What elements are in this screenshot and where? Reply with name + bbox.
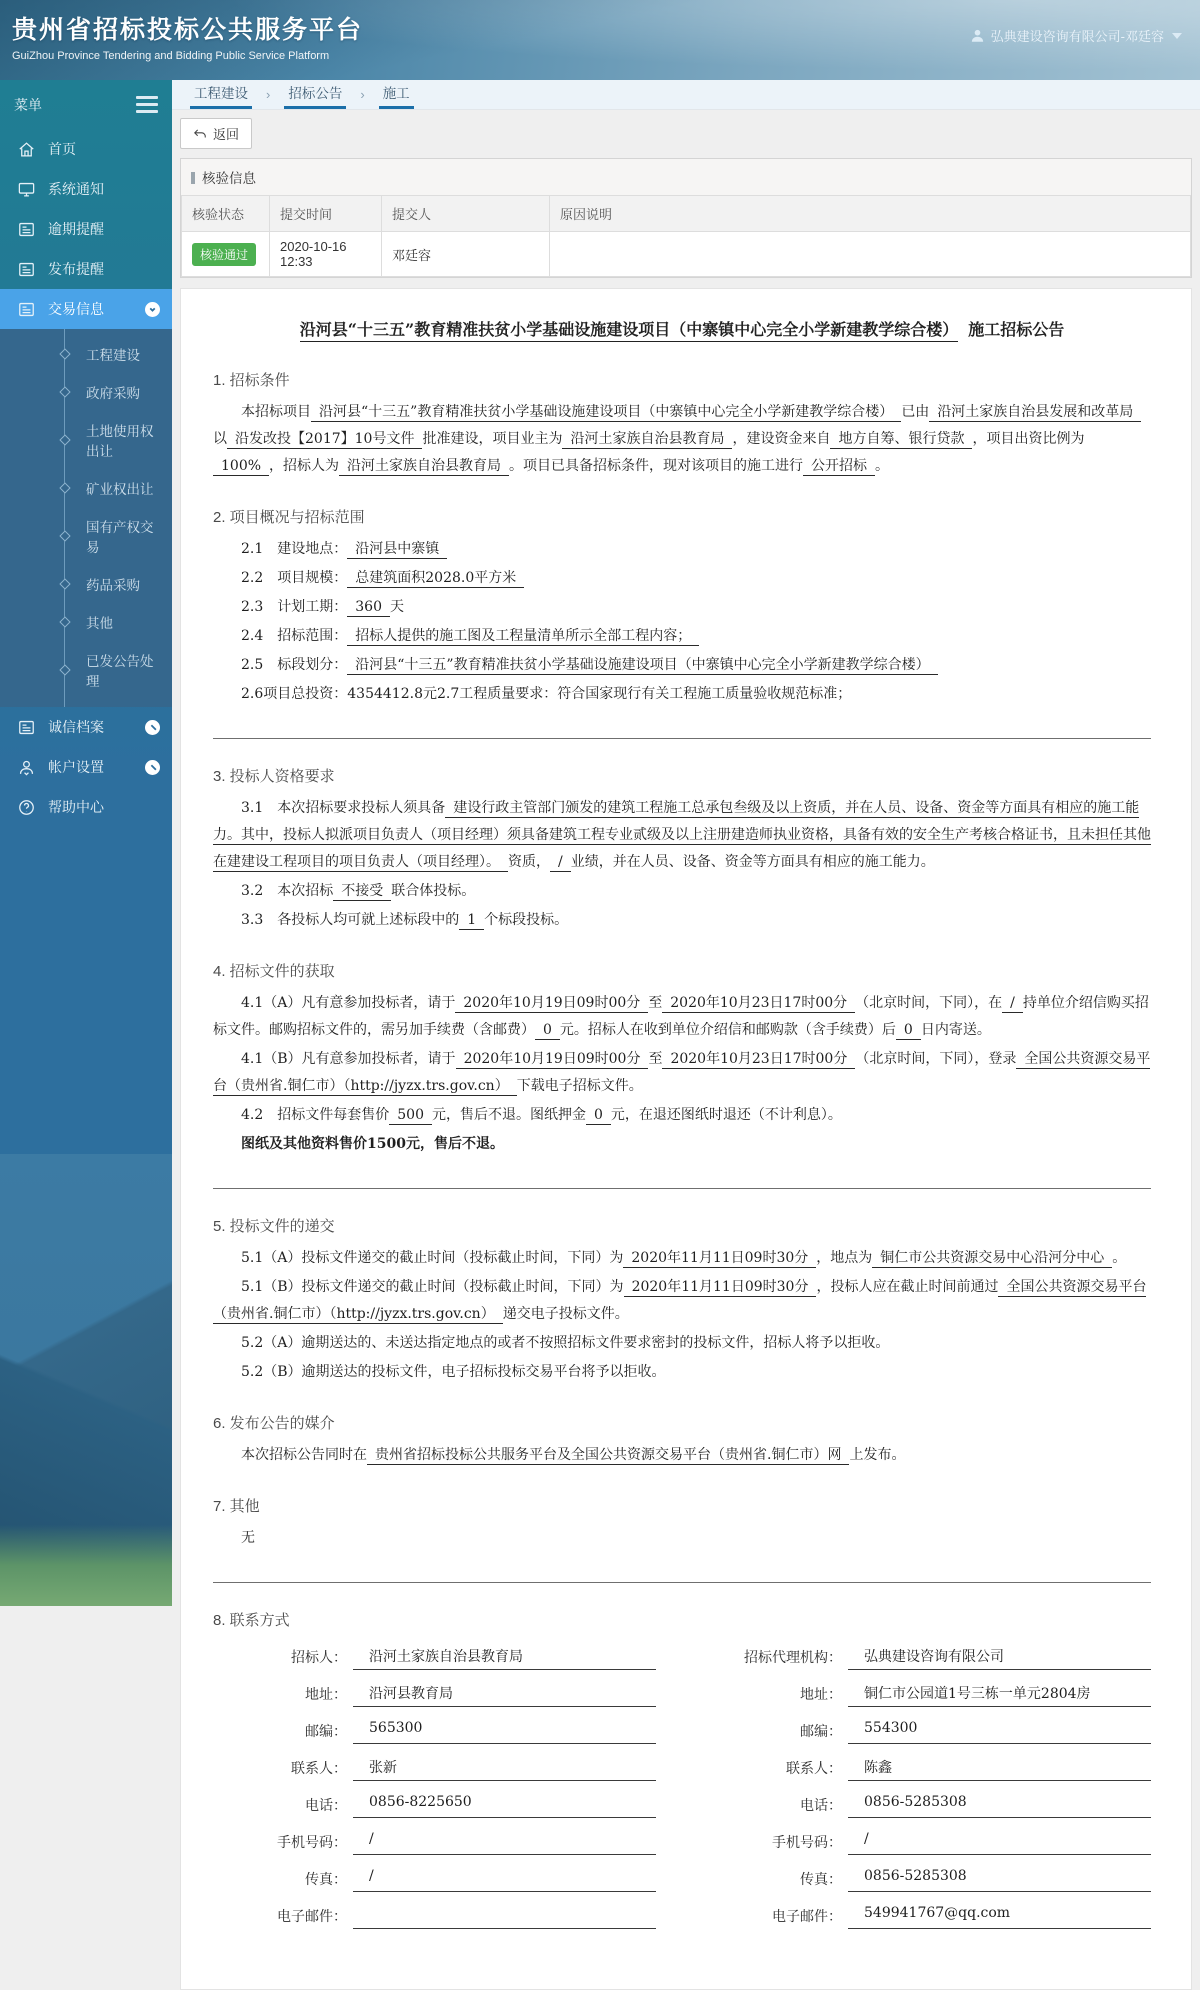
doc-text: ，地点为 — [816, 1250, 873, 1266]
home-icon — [16, 139, 36, 159]
filled-blank: / — [550, 854, 571, 872]
sidebar-bottom-items — [0, 707, 172, 827]
sidebar-subitem-6[interactable]: 其他 — [0, 603, 172, 641]
filled-blank: 贵州省招标投标公共服务平台及全国公共资源交易平台（贵州省.铜仁市）网 — [367, 1447, 849, 1465]
sidebar-item-label: 发布提醒 — [48, 261, 104, 277]
contact-field-tenderer — [213, 1868, 656, 1892]
sidebar-subitem-5[interactable]: 药品采购 — [0, 565, 172, 603]
doc-text: ，项目出资比例为 — [972, 431, 1085, 447]
filled-blank: 0 — [535, 1022, 560, 1040]
doc-paragraph — [213, 652, 1151, 679]
back-icon — [193, 127, 207, 141]
doc-body — [213, 369, 1151, 1929]
doc-icon — [16, 259, 36, 279]
sidebar-item-bottom-2[interactable] — [0, 787, 172, 827]
doc-text: 业绩，并在人员、设备、资金等方面具有相应的施工能力。 — [570, 854, 935, 870]
sidebar-item-label: 系统通知 — [48, 181, 104, 197]
doc-section-heading: 4. 招标文件的获取 — [213, 963, 335, 980]
contact-value: / — [353, 1831, 656, 1855]
doc-text: 2.5 标段划分： — [241, 657, 348, 673]
main-content — [172, 80, 1200, 1925]
doc-text: 本次招标公告同时在 — [241, 1447, 367, 1463]
breadcrumb-item-project[interactable]: 工程建设 — [190, 77, 252, 109]
contact-value: 弘典建设咨询有限公司 — [848, 1646, 1151, 1670]
sidebar-menu-label: 菜单 — [14, 96, 42, 113]
verify-col-time: 提交时间 — [270, 196, 382, 232]
doc-text: 。 — [1112, 1250, 1127, 1266]
doc-text: 2.4 招标范围： — [241, 628, 348, 644]
contact-label: 电子邮件： — [277, 1909, 347, 1925]
doc-text: 4.1（A）凡有意参加投标者，请于 — [241, 995, 456, 1011]
verify-panel-title: 核验信息 — [202, 171, 256, 186]
doc-section-heading: 6. 发布公告的媒介 — [213, 1415, 335, 1432]
doc-text: 至 — [648, 995, 663, 1011]
sidebar-item-top-4[interactable] — [0, 289, 172, 329]
sidebar-subitem-7[interactable]: 已发公告处理 — [0, 641, 172, 699]
doc-paragraph — [213, 681, 1151, 708]
sidebar-subitem-1[interactable]: 政府采购 — [0, 373, 172, 411]
contact-label: 地址： — [305, 1687, 347, 1703]
doc-text: 批准建设，项目业主为 — [422, 431, 563, 447]
contact-field-agency — [708, 1905, 1151, 1929]
contact-field-tenderer — [213, 1757, 656, 1781]
contact-label: 联系人： — [291, 1761, 347, 1777]
doc-text: 个标段投标。 — [484, 912, 569, 928]
contact-label: 手机号码： — [277, 1835, 347, 1851]
sidebar-item-top-1[interactable] — [0, 169, 172, 209]
contact-label: 电话： — [800, 1798, 842, 1814]
doc-text: 2.2 项目规模： — [241, 570, 348, 586]
verify-panel — [180, 158, 1192, 278]
filled-blank: 500 — [389, 1107, 432, 1125]
back-button[interactable] — [180, 118, 252, 149]
doc-paragraph — [213, 1102, 1151, 1129]
doc-section-heading: 8. 联系方式 — [213, 1612, 290, 1629]
contact-value: 铜仁市公园道1号三栋一单元2804房 — [848, 1683, 1151, 1707]
sidebar-item-label: 诚信档案 — [48, 719, 104, 735]
contact-field-agency — [708, 1757, 1151, 1781]
doc-text: 。 — [875, 458, 890, 474]
section-divider — [213, 1188, 1151, 1189]
filled-blank: 100% — [213, 458, 269, 476]
section-divider — [213, 1582, 1151, 1583]
filled-blank: 2020年10月19日09时00分 — [456, 1051, 649, 1069]
contact-label: 邮编： — [305, 1724, 347, 1740]
doc-text: 2.6项目总投资：4354412.8元2.7工程质量要求：符合国家现行有关工程施工质量验收规范标准； — [241, 686, 852, 702]
contact-value: / — [353, 1868, 656, 1892]
filled-blank: 公开招标 — [803, 458, 875, 476]
app-title: 贵州省招标投标公共服务平台 — [12, 16, 364, 44]
contact-label: 招标代理机构： — [744, 1650, 842, 1666]
doc-text: 3.1 本次招标要求投标人须具备 — [241, 800, 446, 816]
contact-label: 手机号码： — [772, 1835, 842, 1851]
breadcrumb — [172, 80, 1200, 110]
doc-icon — [16, 299, 36, 319]
doc-text: 已由 — [901, 404, 930, 420]
filled-blank: 2020年10月23日17时00分 — [662, 1051, 855, 1069]
sidebar-item-label: 交易信息 — [48, 301, 104, 317]
filled-blank: 全国公共资源交易平台（贵州省.铜仁市）（http://jyzx.trs.gov.cn） — [213, 1051, 1151, 1094]
sidebar-item-label: 逾期提醒 — [48, 221, 104, 237]
contact-value — [353, 1905, 656, 1929]
doc-text: 5.2（B）逾期送达的投标文件，电子招标投标交易平台将予以拒收。 — [241, 1364, 666, 1380]
doc-paragraph — [213, 623, 1151, 650]
contact-field-tenderer — [213, 1831, 656, 1855]
contact-value: 张新 — [353, 1757, 656, 1781]
doc-text: 至 — [648, 1051, 663, 1067]
toolbar — [172, 110, 1200, 158]
doc-paragraph — [213, 536, 1151, 563]
sidebar-subitem-4[interactable]: 国有产权交易 — [0, 507, 172, 565]
verify-col-person: 提交人 — [382, 196, 550, 232]
sidebar-background-image — [0, 1154, 172, 1606]
sidebar-item-label: 帐户设置 — [48, 759, 104, 775]
filled-blank: 总建筑面积2028.0平方米 — [347, 570, 524, 588]
doc-text: 2.1 建设地点： — [241, 541, 348, 557]
contact-field-agency — [708, 1794, 1151, 1818]
doc-section-heading: 2. 项目概况与招标范围 — [213, 509, 365, 526]
user-menu[interactable] — [970, 26, 1182, 45]
doc-text: 联合体投标。 — [391, 883, 476, 899]
contact-label: 电子邮件： — [772, 1909, 842, 1925]
doc-paragraph — [213, 1442, 1151, 1469]
sidebar-item-top-0[interactable] — [0, 129, 172, 169]
verify-panel-header — [181, 159, 1191, 195]
filled-blank: 沿河县中寨镇 — [347, 541, 447, 559]
sidebar-item-label: 首页 — [48, 141, 76, 157]
contact-value: 554300 — [848, 1720, 1151, 1744]
filled-blank: 0 — [896, 1022, 921, 1040]
question-icon — [16, 797, 36, 817]
contact-value: 陈鑫 — [848, 1757, 1151, 1781]
chevron-right-circle-icon — [145, 720, 160, 735]
contact-field-agency — [708, 1683, 1151, 1707]
sidebar-item-top-3[interactable] — [0, 249, 172, 289]
doc-paragraph — [213, 907, 1151, 934]
user-name: 弘典建设咨询有限公司-邓廷容 — [990, 29, 1164, 44]
contact-value: / — [848, 1831, 1151, 1855]
doc-text: 3.2 本次招标 — [241, 883, 334, 899]
doc-text: 。项目已具备招标条件，现对该项目的施工进行 — [509, 458, 804, 474]
sidebar-item-label: 帮助中心 — [48, 799, 104, 815]
doc-text: 4.1（B）凡有意参加投标者，请于 — [241, 1051, 456, 1067]
contact-field-tenderer — [213, 1720, 656, 1744]
document-title-suffix: 施工招标公告 — [968, 320, 1065, 339]
breadcrumb-item-construction[interactable]: 施工 — [379, 77, 414, 109]
doc-paragraph — [213, 1274, 1151, 1328]
doc-paragraph — [213, 990, 1151, 1044]
contact-value: 0856-5285308 — [848, 1868, 1151, 1892]
filled-blank: 建设行政主管部门颁发的建筑工程施工总承包叁级及以上资质，并在人员、设备、资金等方面具有相应的施工能力。其中，投标人拟派项目负责人（项目经理）须具备建筑工程专业贰级及以上注册建造师执业资格，具备有效的安全生产考核合格证书，且未担任其他在建建设工程项目的项目负责人（项目经理）。 — [213, 800, 1151, 870]
doc-text: 元，售后不退。图纸押金 — [432, 1107, 586, 1123]
doc-text: 天 — [390, 599, 404, 615]
sidebar-subitem-3[interactable]: 矿业权出让 — [0, 469, 172, 507]
filled-blank: 沿河县“十三五”教育精准扶贫小学基础设施建设项目（中寨镇中心完全小学新建教学综合楼） — [347, 657, 937, 675]
section-divider — [213, 738, 1151, 739]
doc-text: 本招标项目 — [241, 404, 311, 420]
breadcrumb-item-announcement[interactable]: 招标公告 — [284, 77, 346, 109]
doc-text: 4.2 招标文件每套售价 — [241, 1107, 390, 1123]
doc-text: 资质， — [508, 854, 550, 870]
doc-text: 5.2（A）逾期送达的、未送达指定地点的或者不按照招标文件要求密封的投标文件，招标人将予以拒收。 — [241, 1335, 890, 1351]
contact-field-tenderer — [213, 1646, 656, 1670]
doc-section-heading: 3. 投标人资格要求 — [213, 768, 335, 785]
doc-paragraph — [213, 399, 1151, 480]
document-title-project: 沿河县“十三五”教育精准扶贫小学基础设施建设项目（中寨镇中心完全小学新建教学综合楼） — [300, 320, 958, 342]
doc-text: 元。招标人在收到单位介绍信和邮购款（含手续费）后 — [559, 1022, 896, 1038]
contact-value: 0856-5285308 — [848, 1794, 1151, 1818]
doc-icon — [16, 717, 36, 737]
filled-blank: 沿河县“十三五”教育精准扶贫小学基础设施建设项目（中寨镇中心完全小学新建教学综合楼） — [311, 404, 901, 422]
contact-grid — [213, 1646, 1151, 1929]
doc-paragraph — [213, 1245, 1151, 1272]
app-header — [0, 0, 1200, 80]
filled-blank: 1 — [459, 912, 484, 930]
doc-paragraph — [213, 594, 1151, 621]
filled-blank: 全国公共资源交易平台（贵州省.铜仁市）（http://jyzx.trs.gov.cn） — [213, 1279, 1147, 1322]
verify-time-cell: 2020-10-16 12:33 — [270, 232, 382, 277]
doc-paragraph — [213, 1359, 1151, 1386]
doc-icon — [16, 219, 36, 239]
contact-value: 沿河县教育局 — [353, 1683, 656, 1707]
doc-paragraph — [213, 1330, 1151, 1357]
sidebar-subitem-0[interactable]: 工程建设 — [0, 335, 172, 373]
doc-paragraph — [213, 795, 1151, 876]
filled-blank: 沿发改投【2017】10号文件 — [227, 431, 422, 449]
filled-blank: / — [1002, 995, 1023, 1013]
contact-value: 0856-8225650 — [353, 1794, 656, 1818]
contact-field-agency — [708, 1868, 1151, 1892]
chevron-down-circle-icon — [145, 302, 160, 317]
doc-text: 下载电子招标文件。 — [516, 1078, 643, 1094]
person-icon — [16, 757, 36, 777]
contact-label: 招标人： — [291, 1650, 347, 1666]
doc-text: 5.1（A）投标文件递交的截止时间（投标截止时间，下同）为 — [241, 1250, 624, 1266]
doc-text: ，招标人为 — [269, 458, 340, 474]
verify-col-status: 核验状态 — [182, 196, 270, 232]
contact-value: 沿河土家族自治县教育局 — [353, 1646, 656, 1670]
back-button-label: 返回 — [213, 127, 240, 142]
status-badge: 核验通过 — [192, 243, 256, 266]
contact-field-agency — [708, 1720, 1151, 1744]
filled-blank: 铜仁市公共资源交易中心沿河分中心 — [872, 1250, 1112, 1268]
contact-label: 地址： — [800, 1687, 842, 1703]
doc-text: ，建设资金来自 — [732, 431, 831, 447]
chevron-down-icon — [1172, 33, 1182, 39]
monitor-icon — [16, 179, 36, 199]
contact-label: 联系人： — [786, 1761, 842, 1777]
doc-paragraph — [213, 1525, 1151, 1552]
doc-text: 持单位介绍信购买招标文件。邮购招标文件的，需另加手续费（含邮费） — [213, 995, 1149, 1038]
doc-paragraph — [213, 878, 1151, 905]
chevron-right-circle-icon — [145, 760, 160, 775]
filled-blank: 0 — [586, 1107, 611, 1125]
announcement-document — [180, 288, 1192, 1990]
filled-blank: 招标人提供的施工图及工程量清单所示全部工程内容； — [347, 628, 699, 646]
filled-blank: 沿河土家族自治县教育局 — [562, 431, 732, 449]
doc-text: 无 — [241, 1530, 255, 1546]
contact-value: 565300 — [353, 1720, 656, 1744]
contact-field-agency — [708, 1831, 1151, 1855]
filled-blank: 2020年10月23日17时00分 — [662, 995, 855, 1013]
doc-paragraph — [213, 565, 1151, 592]
filled-blank: 2020年11月11日09时30分 — [623, 1250, 816, 1268]
doc-text: 2.3 计划工期： — [241, 599, 348, 615]
doc-text: 3.3 各投标人均可就上述标段中的 — [241, 912, 460, 928]
hamburger-icon[interactable] — [136, 92, 158, 117]
breadcrumb-separator — [266, 87, 270, 109]
breadcrumb-separator — [360, 87, 364, 109]
contact-field-tenderer — [213, 1905, 656, 1929]
filled-blank: 地方自筹、银行贷款 — [830, 431, 972, 449]
sidebar-top-items — [0, 129, 172, 329]
sidebar-submenu — [0, 329, 172, 707]
doc-section-heading: 7. 其他 — [213, 1498, 260, 1515]
filled-blank: 不接受 — [333, 883, 391, 901]
contact-field-tenderer — [213, 1683, 656, 1707]
sidebar-item-top-2[interactable] — [0, 209, 172, 249]
doc-text: 递交电子投标文件。 — [502, 1306, 629, 1322]
doc-text: 图纸及其他资料售价1500元，售后不退。 — [241, 1136, 504, 1152]
doc-text: （北京时间，下同），登录 — [855, 1051, 1017, 1067]
sidebar-subitem-2[interactable]: 土地使用权出让 — [0, 411, 172, 469]
app-logo — [12, 10, 363, 62]
filled-blank: 2020年11月11日09时30分 — [624, 1279, 817, 1297]
contact-field-agency — [708, 1646, 1151, 1670]
verify-table — [181, 195, 1191, 277]
contact-label: 电话： — [305, 1798, 347, 1814]
verify-col-reason: 原因说明 — [550, 196, 1191, 232]
user-icon — [970, 28, 985, 43]
doc-text: 日内寄送。 — [920, 1022, 991, 1038]
table-row — [182, 232, 1191, 277]
filled-blank: 2020年10月19日09时00分 — [455, 995, 648, 1013]
contact-field-tenderer — [213, 1794, 656, 1818]
doc-text: 5.1（B）投标文件递交的截止时间（投标截止时间，下同）为 — [241, 1279, 624, 1295]
document-title — [213, 317, 1151, 343]
sidebar — [0, 80, 172, 1606]
sidebar-item-bottom-0[interactable] — [0, 707, 172, 747]
sidebar-item-bottom-1[interactable] — [0, 747, 172, 787]
contact-label: 传真： — [305, 1872, 347, 1888]
doc-section-heading: 5. 投标文件的递交 — [213, 1218, 335, 1235]
verify-person-cell: 邓廷容 — [382, 232, 550, 277]
filled-blank: 360 — [347, 599, 390, 617]
doc-text: 元，在退还图纸时退还（不计利息）。 — [610, 1107, 842, 1123]
doc-text: （北京时间，下同），在 — [855, 995, 1003, 1011]
doc-text: 以 — [213, 431, 227, 447]
contact-label: 传真： — [800, 1872, 842, 1888]
panel-title-bar — [191, 172, 195, 184]
filled-blank: 沿河土家族自治县发展和改革局 — [929, 404, 1141, 422]
doc-text: 上发布。 — [849, 1447, 906, 1463]
app-subtitle: GuiZhou Province Tendering and Bidding Public Service Platform — [12, 50, 330, 62]
doc-paragraph — [213, 1131, 1151, 1158]
doc-text: ，投标人应在截止时间前通过 — [816, 1279, 999, 1295]
contact-value: 549941767@qq.com — [848, 1905, 1151, 1929]
verify-reason-cell — [550, 232, 1191, 277]
filled-blank: 沿河土家族自治县教育局 — [339, 458, 509, 476]
doc-paragraph — [213, 1046, 1151, 1100]
doc-section-heading: 1. 招标条件 — [213, 372, 290, 389]
contact-label: 邮编： — [800, 1724, 842, 1740]
